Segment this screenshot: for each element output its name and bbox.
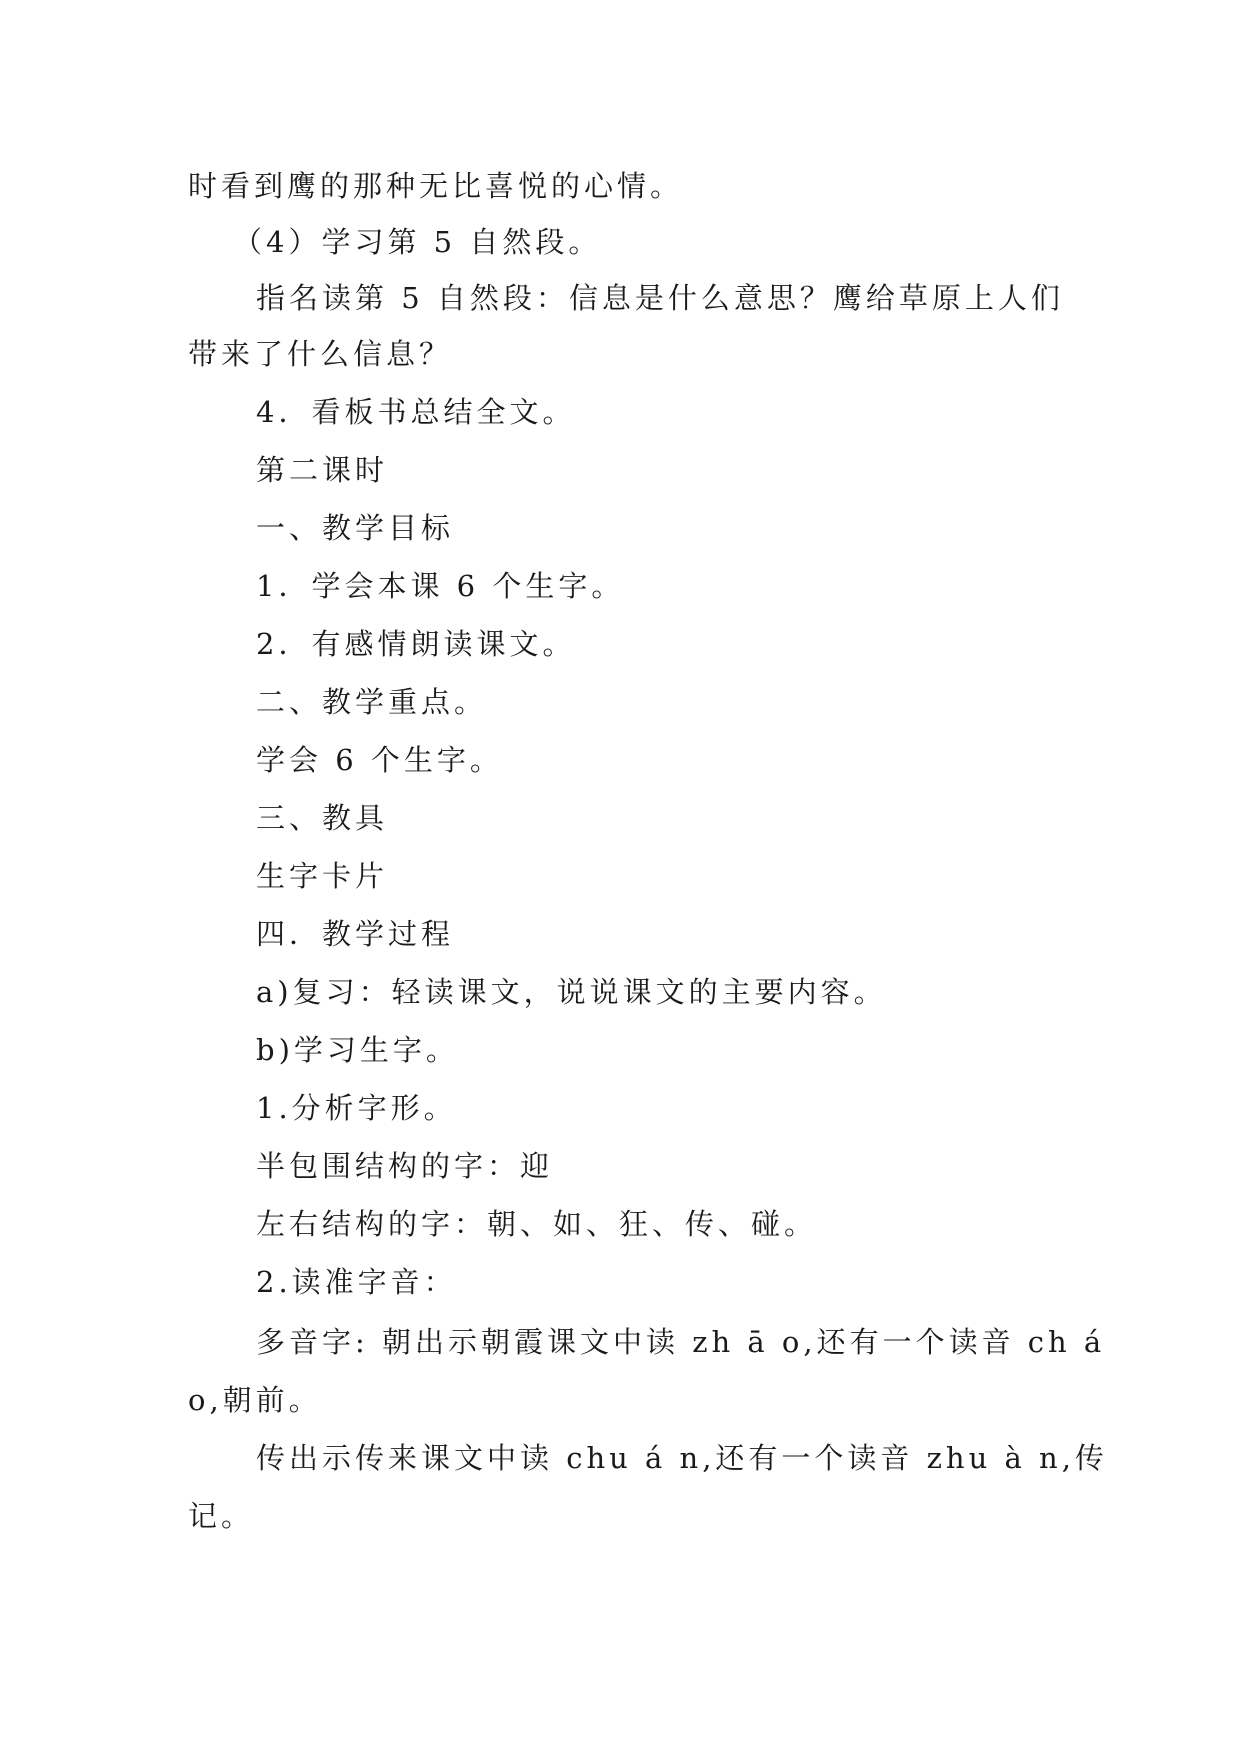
text-line: 记。 — [188, 1499, 255, 1533]
section-heading: 四．教学过程 — [256, 917, 455, 951]
text-line: 1．学会本课 6 个生字。 — [256, 569, 625, 603]
text-line: 2.读准字音： — [256, 1265, 457, 1299]
text-line: 带来了什么信息？ — [188, 337, 453, 371]
section-heading: 第二课时 — [256, 453, 389, 487]
section-heading: 三、教具 — [256, 801, 389, 835]
text-line: a)复习：轻读课文，说说课文的主要内容。 — [256, 975, 887, 1009]
text-line: 时看到鹰的那种无比喜悦的心情。 — [188, 169, 684, 203]
section-heading: 一、教学目标 — [256, 511, 455, 545]
text-line: 传出示传来课文中读 chu á n,还有一个读音 zhu à n,传 — [256, 1441, 1108, 1475]
text-line: b)学习生字。 — [256, 1033, 459, 1067]
text-line: 指名读第 5 自然段：信息是什么意思？鹰给草原上人们 — [256, 281, 1064, 315]
text-line: 学会 6 个生字。 — [256, 743, 503, 777]
text-line: 左右结构的字：朝、如、狂、传、碰。 — [256, 1207, 818, 1241]
text-line: 4．看板书总结全文。 — [256, 395, 576, 429]
text-line: o,朝前。 — [188, 1383, 322, 1417]
text-line: （4）学习第 5 自然段。 — [233, 225, 602, 259]
text-line: 2．有感情朗读课文。 — [256, 627, 576, 661]
text-line: 半包围结构的字：迎 — [256, 1149, 554, 1183]
section-heading: 二、教学重点。 — [256, 685, 488, 719]
text-line: 1.分析字形。 — [256, 1091, 457, 1125]
text-line: 生字卡片 — [256, 859, 389, 893]
text-line: 多音字: 朝出示朝霞课文中读 zh ā o,还有一个读音 ch á — [256, 1325, 1106, 1359]
